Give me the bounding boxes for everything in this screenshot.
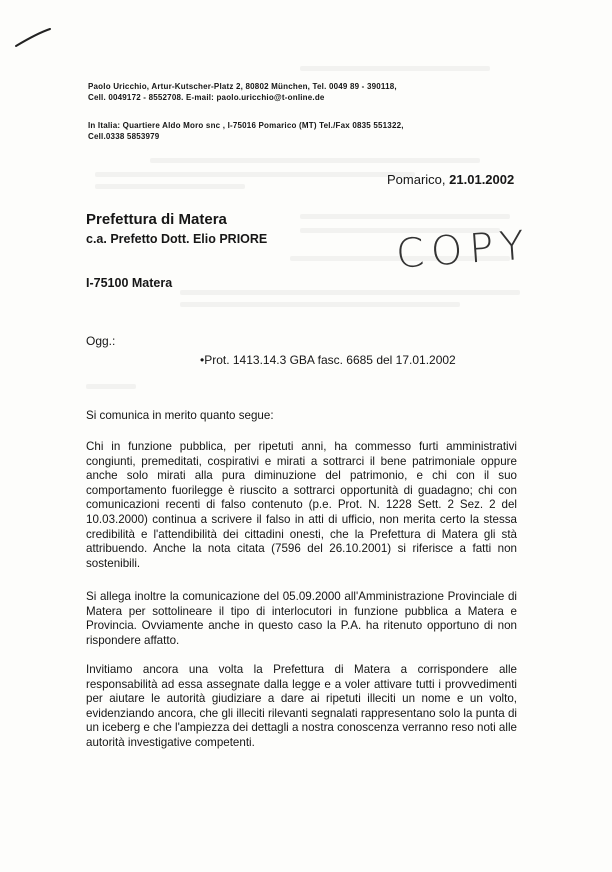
pen-stroke-mark xyxy=(12,24,56,50)
subject-label: Ogg.: xyxy=(86,334,116,348)
handwritten-copy-mark: COPY xyxy=(394,222,533,278)
body-paragraph-2: Si allega inoltre la comunicazione del 05.09.2000 all'Amministrazione Provinciale di Matera per sottolineare il tipo di interlocutori in funzione pubblica a Matera e Provincia. Ovviamente anche in questo caso la P.A. ha ritenuto opportuno di non rispondere affatto. xyxy=(86,590,517,647)
body-paragraph-3: Invitiamo ancora una volta la Prefettura di Matera a corrispondere alle responsabilità ad essa assegnate dalla legge e a voler attivare tutti i provvedimenti per aiutare le autorità giudiziare a dare ai ripetuti illeciti un nome e un volto, evidenziando ancora, che gli illeciti rilevanti segnalati rappresentano solo la punta di un iceberg e che l'ampiezza dei dettagli a nostra conoscenza verranno reso noti alle autorità investigative competenti. xyxy=(86,663,517,749)
place-date xyxy=(387,172,514,187)
sender-contact-line: Cell. 0049172 - 8552708. E-mail: paolo.uricchio@t-online.de xyxy=(88,93,325,102)
recipient-attention: c.a. Prefetto Dott. Elio PRIORE xyxy=(86,232,268,246)
letter-date: 21.01.2002 xyxy=(449,172,515,187)
sender-italy-address-line: In Italia: Quartiere Aldo Moro snc , I-75016 Pomarico (MT) Tel./Fax 0835 551322, xyxy=(88,121,404,130)
recipient-city: I-75100 Matera xyxy=(86,276,173,290)
body-intro: Si comunica in merito quanto segue: xyxy=(86,409,274,422)
subject-reference xyxy=(200,353,456,367)
sender-address-line: Paolo Uricchio, Artur-Kutscher-Platz 2, 80802 München, Tel. 0049 89 - 390118, xyxy=(88,82,397,91)
bullet-icon: • xyxy=(200,353,205,367)
letter-place: Pomarico, xyxy=(387,172,446,187)
body-paragraph-1: Chi in funzione pubblica, per ripetuti anni, ha commesso furti amministrativi congiunti, premeditati, cospirativi e mirati a sottrarci il bene patrimoniale oppure anche solo mirati alla pura diminuzione del patrimonio, e chi con il suo comportamento fuorilegge è riuscito a sottrarci opportunità di guadagno; chi con comunicazioni recenti di falso contenuto (p.e. Prot. N. 1228 Sett. 2 Sez. 2 del 10.03.2000) continua a scrivere il falso in atti di ufficio, non merita certo la stessa credibilità e l'attendibilità dei cittadini onesti, che la Prefettura di Matera gli stà attribuendo. Anche la nota citata (7596 del 26.10.2001) si riferisce a fatti non sostenibili. xyxy=(86,440,517,570)
sender-italy-cell-line: Cell.0338 5853979 xyxy=(88,132,160,141)
subject-reference-text: Prot. 1413.14.3 GBA fasc. 6685 del 17.01.2002 xyxy=(204,353,456,367)
recipient-name: Prefettura di Matera xyxy=(86,211,227,228)
